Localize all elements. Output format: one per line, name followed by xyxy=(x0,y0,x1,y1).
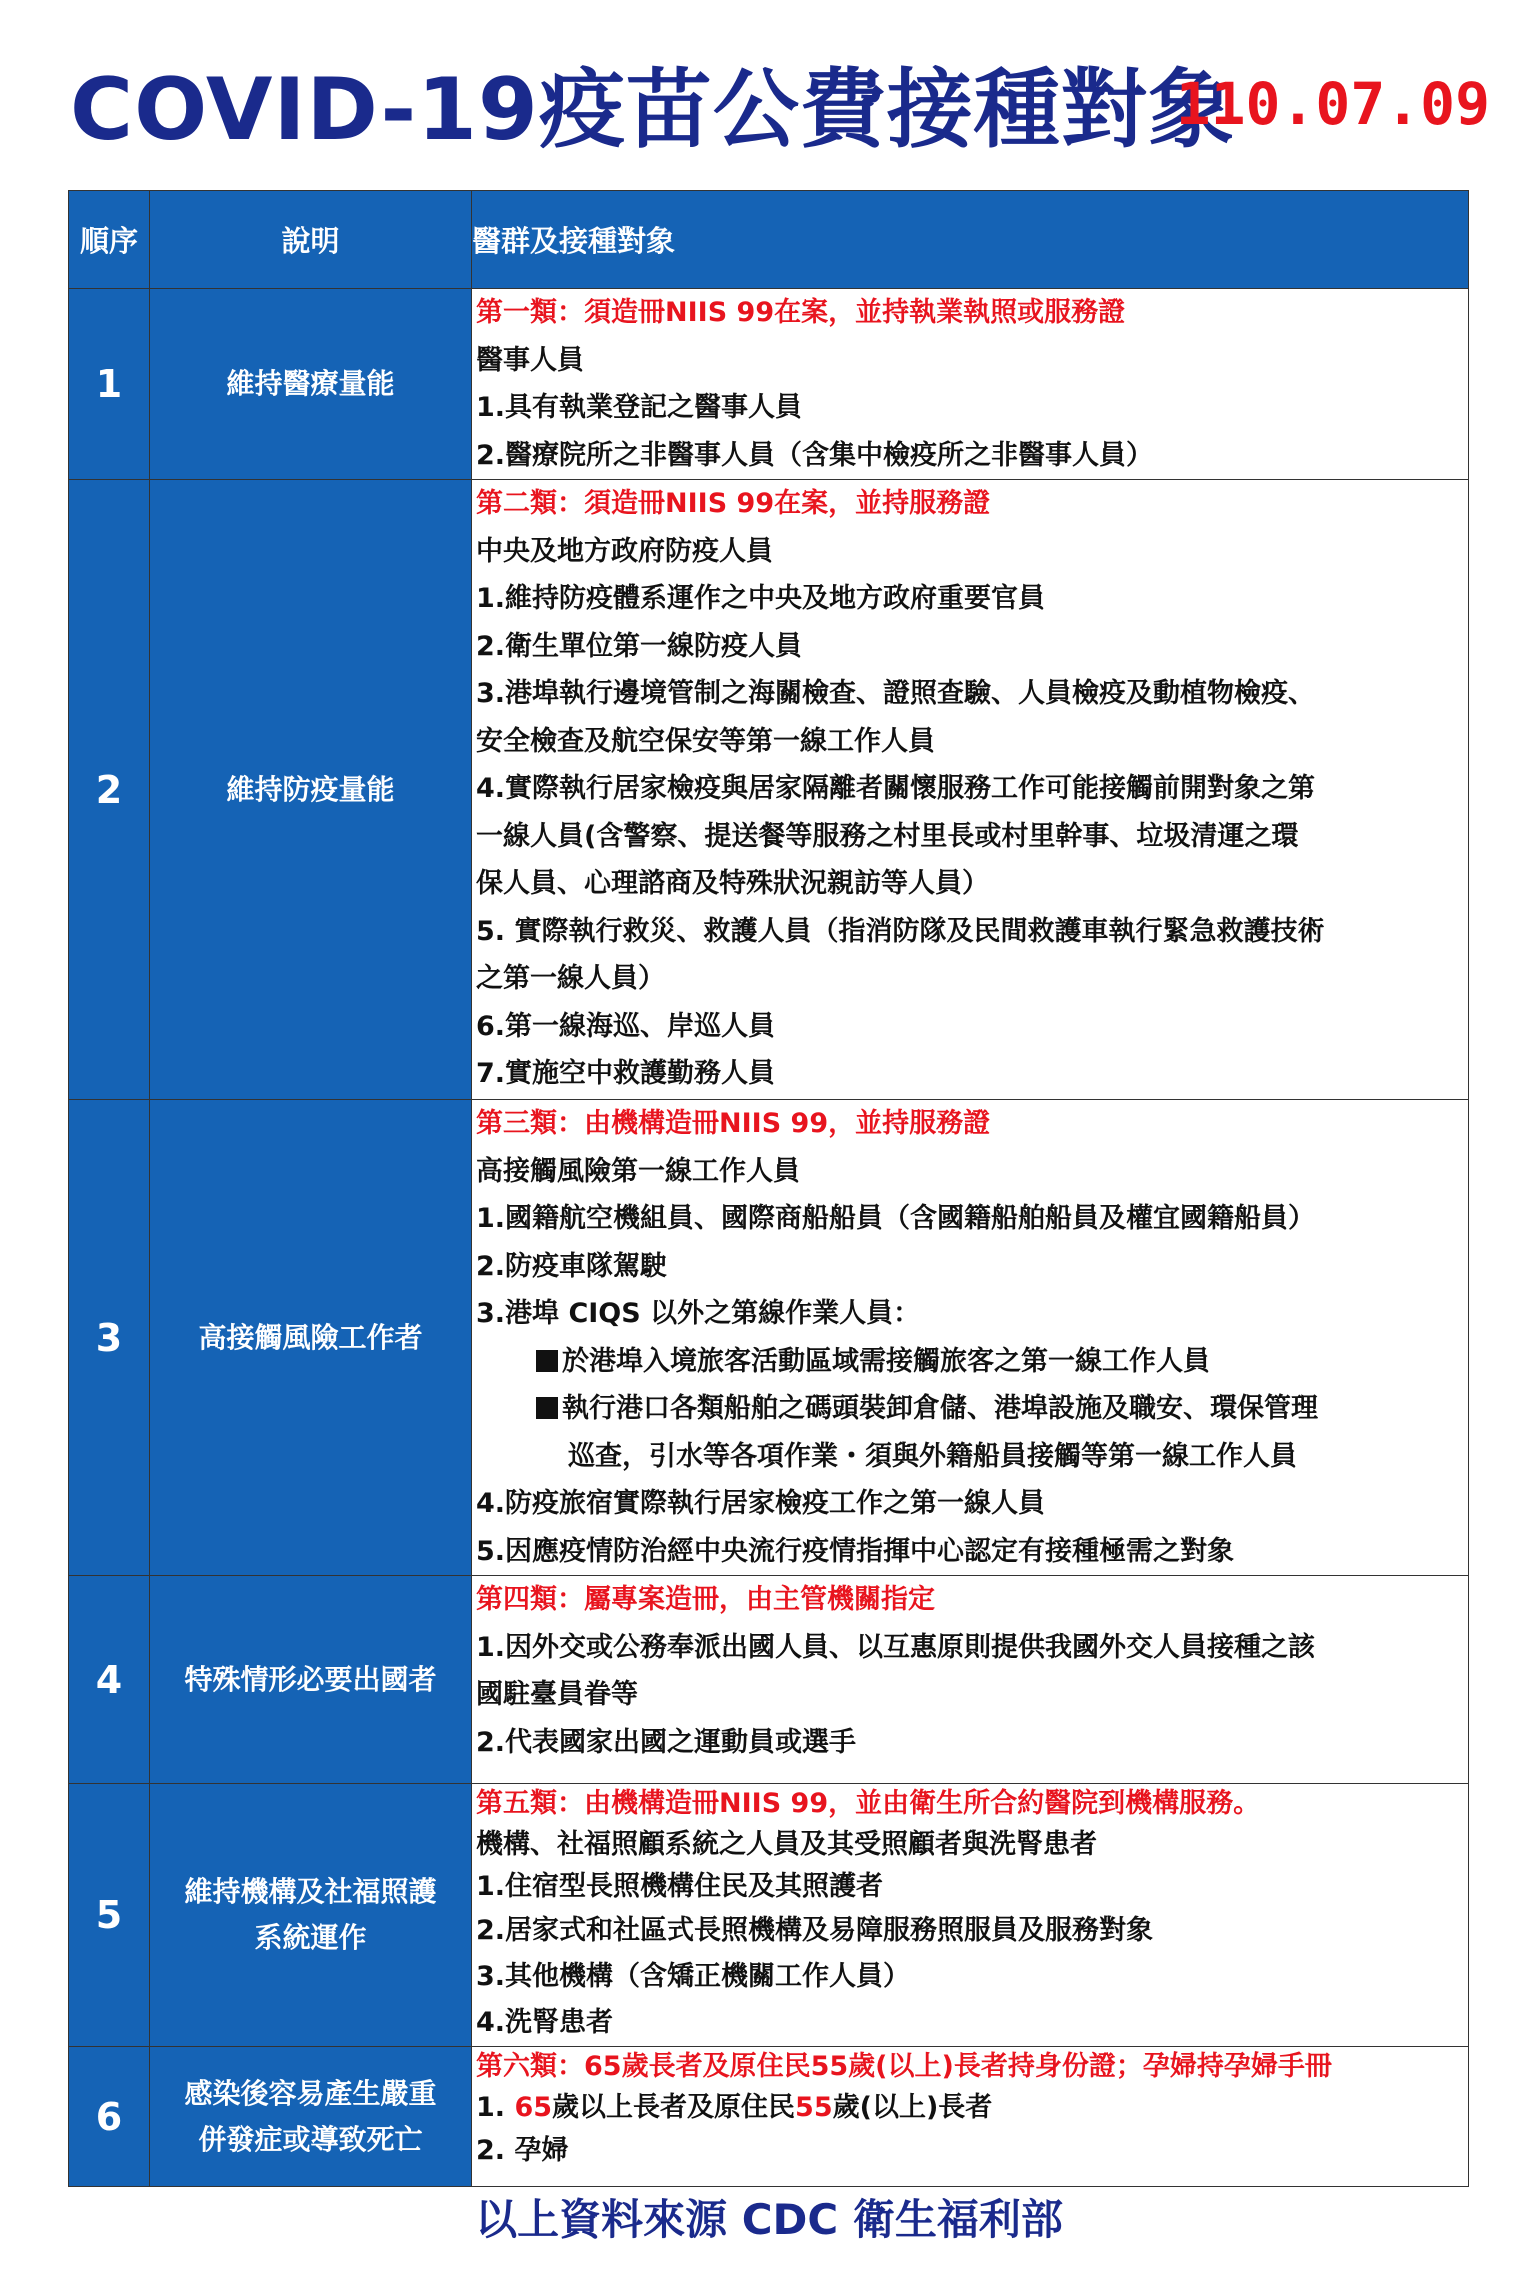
content-line: 1.具有執業登記之醫事人員 xyxy=(476,392,803,423)
content-line: 2.代表國家出國之運動員或選手 xyxy=(476,1726,857,1758)
content-line: 中央及地方政府防疫人員 xyxy=(476,535,773,567)
content-line: 1.住宿型長照機構住民及其照護者 xyxy=(476,1871,884,1902)
content-line: 1.國籍航空機組員、國際商船船員（含國籍船舶船員及權宜國籍船員） xyxy=(476,1203,1316,1234)
row-description xyxy=(150,2047,472,2187)
bullet-text: 執行港口各類船舶之碼頭裝卸倉儲、港埠設施及職安、環保管理 xyxy=(562,1393,1318,1424)
content-line: 2. 孕婦 xyxy=(476,2135,569,2166)
content-line: 4.洗腎患者 xyxy=(476,2007,614,2038)
row-content xyxy=(472,1100,1469,1576)
content-line: 1.維持防疫體系運作之中央及地方政府重要官員 xyxy=(476,583,1046,614)
content-line: 2.醫療院所之非醫事人員（含集中檢疫所之非醫事人員） xyxy=(476,439,1154,471)
table-row xyxy=(69,289,1469,480)
content-line: 2.居家式和社區式長照機構及易障服務照服員及服務對象 xyxy=(476,1915,1154,1946)
row-description xyxy=(150,480,472,1100)
page-title: COVID-19疫苗公費接種對象 xyxy=(70,60,1235,160)
content-line: 6.第一線海巡、岸巡人員 xyxy=(476,1010,776,1042)
content-line: 高接觸風險第一線工作人員 xyxy=(476,1155,800,1187)
category-label: 第五類：由機構造冊NIIS 99，並由衛生所合約醫院到機構服務。 xyxy=(476,1788,1261,1819)
content-line: 5.因應疫情防治經中央流行疫情指揮中心認定有接種極需之對象 xyxy=(476,1535,1235,1567)
row-number: 1 xyxy=(69,289,150,480)
desc-line: 特殊情形必要出國者 xyxy=(184,1662,437,1696)
header-order: 順序 xyxy=(69,191,150,289)
row-number: 3 xyxy=(69,1100,150,1576)
desc-line: 感染後容易產生嚴重 xyxy=(184,2076,437,2110)
line-prefix: 1. xyxy=(476,2092,515,2123)
category-label: 第一類：須造冊NIIS 99在案，並持執業執照或服務證 xyxy=(476,297,1126,328)
bullet-continuation: 巡查，引水等各項作業・須與外籍船員接觸等第一線工作人員 xyxy=(568,1440,1297,1472)
table-header-row xyxy=(69,191,1469,289)
table-row xyxy=(69,480,1469,1100)
content-line: 保人員、心理諮商及特殊狀況親訪等人員） xyxy=(476,868,989,899)
table-row xyxy=(69,1576,1469,1784)
eligibility-table xyxy=(68,190,1469,2187)
header-target: 醫群及接種對象 xyxy=(472,191,1469,289)
content-line: 一線人員(含警察、提送餐等服務之村里長或村里幹事、垃圾清運之環 xyxy=(476,820,1299,852)
row-content xyxy=(472,1576,1469,1784)
category-label: 第六類：65歲長者及原住民55歲(以上)長者持身份證；孕婦持孕婦手冊 xyxy=(476,2051,1332,2082)
content-line: 7.實施空中救護勤務人員 xyxy=(476,1058,776,1089)
square-bullet-icon xyxy=(536,1350,558,1372)
row-description xyxy=(150,1784,472,2047)
bullet-text: 於港埠入境旅客活動區域需接觸旅客之第一線工作人員 xyxy=(562,1345,1210,1377)
row-number: 4 xyxy=(69,1576,150,1784)
desc-line: 維持機構及社福照護 xyxy=(184,1875,437,1908)
bullet-line xyxy=(476,1385,1468,1433)
desc-line: 維持醫療量能 xyxy=(226,367,395,400)
header-description: 說明 xyxy=(150,191,472,289)
content-line: 2.衛生單位第一線防疫人員 xyxy=(476,630,803,662)
row-description xyxy=(150,289,472,480)
content-line: 3.港埠執行邊境管制之海關檢查、證照查驗、人員檢疫及動植物檢疫、 xyxy=(476,678,1316,709)
row-description xyxy=(150,1576,472,1784)
square-bullet-icon xyxy=(536,1397,558,1419)
content-line: 機構、社福照顧系統之人員及其受照顧者與洗腎患者 xyxy=(476,1829,1097,1860)
age-highlight: 65 xyxy=(514,2092,553,2123)
desc-line: 併發症或導致死亡 xyxy=(198,2122,423,2156)
row-content xyxy=(472,2047,1469,2187)
date-label: 110.07.09 xyxy=(1175,70,1490,138)
row-number: 2 xyxy=(69,480,150,1100)
row-description xyxy=(150,1100,472,1576)
row-content xyxy=(472,289,1469,480)
content-line: 國駐臺員眷等 xyxy=(476,1679,638,1710)
category-label: 第三類：由機構造冊NIIS 99，並持服務證 xyxy=(476,1108,991,1139)
table-row xyxy=(69,1784,1469,2047)
source-footer: 以上資料來源 CDC 衛生福利部 xyxy=(475,2195,1063,2244)
content-line: 1.因外交或公務奉派出國人員、以互惠原則提供我國外交人員接種之該 xyxy=(476,1631,1316,1663)
content-line: 4.實際執行居家檢疫與居家隔離者關懷服務工作可能接觸前開對象之第 xyxy=(476,773,1316,804)
category-label: 第二類：須造冊NIIS 99在案，並持服務證 xyxy=(476,488,991,519)
title-bar xyxy=(70,50,1490,170)
desc-line: 高接觸風險工作者 xyxy=(198,1320,423,1354)
row-content xyxy=(472,1784,1469,2047)
table-row xyxy=(69,1100,1469,1576)
content-line: 4.防疫旅宿實際執行居家檢疫工作之第一線人員 xyxy=(476,1488,1046,1519)
content-line: 醫事人員 xyxy=(476,344,584,376)
content-line: 5. 實際執行救災、救護人員（指消防隊及民間救護車執行緊急救護技術 xyxy=(476,915,1325,947)
category-label: 第四類：屬專案造冊，由主管機關指定 xyxy=(476,1584,935,1615)
row-number: 5 xyxy=(69,1784,150,2047)
age-highlight: 55 xyxy=(795,2092,833,2123)
line-suffix: 歲(以上)長者 xyxy=(832,2092,993,2123)
content-line xyxy=(476,2087,1468,2129)
content-line: 2.防疫車隊駕駛 xyxy=(476,1250,668,1282)
table-row xyxy=(69,2047,1469,2187)
bullet-line xyxy=(476,1338,1468,1386)
content-line: 3.港埠 CIQS 以外之第線作業人員： xyxy=(476,1298,921,1329)
desc-line: 維持防疫量能 xyxy=(226,772,395,806)
content-line: 安全檢查及航空保安等第一線工作人員 xyxy=(476,725,935,757)
content-line: 之第一線人員） xyxy=(476,963,665,994)
line-mid: 歲以上長者及原住民 xyxy=(552,2092,796,2123)
content-line: 3.其他機構（含矯正機關工作人員） xyxy=(476,1961,911,1992)
desc-line: 系統運作 xyxy=(254,1921,367,1954)
row-number: 6 xyxy=(69,2047,150,2187)
row-content xyxy=(472,480,1469,1100)
